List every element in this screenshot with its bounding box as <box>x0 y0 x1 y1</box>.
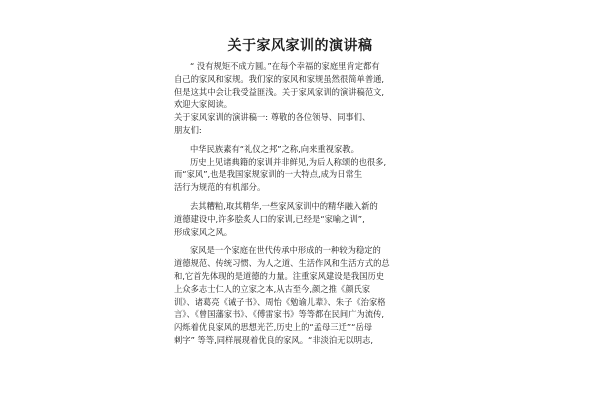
text-line: 朋友们: <box>174 124 202 135</box>
text-line: 去其糟粕,取其精华,一些家风家训中的精华融入新的 <box>190 200 378 211</box>
text-line: 和,它首先体现的是道德的力量。注重家风建设是我国历史 <box>174 270 385 281</box>
text-line: 闪烁着优良家风的思想光芒,历史上的“孟母三迁”“岳母 <box>174 322 373 333</box>
text-line: 道德建设中,许多脍炙人口的家训,已经是“家喻之训”, <box>174 213 365 224</box>
text-line: 活行为规范的有机部分。 <box>174 182 266 193</box>
text-line: “ 没有规矩不成方圆。”在每个幸福的家庭里肯定都有 <box>190 61 380 71</box>
text-line: 道德规范、传统习惯、为人之道、生活作风和生活方式的总 <box>174 258 390 269</box>
text-line: 但是这其中会让我受益匪浅。关于家风家训的演讲稿范文, <box>174 86 385 97</box>
text-line: 而“家风”,也是我国家规家训的一大特点,成为日常生 <box>174 169 363 180</box>
text-line: 家风是一个家庭在世代传承中形成的一种较为稳定的 <box>190 245 381 256</box>
text-line: 形成家风之风。 <box>174 226 233 237</box>
text-line: 训》、诸葛亮《诫子书》、周怡《勉谕儿辈》、朱子《治家格 <box>174 296 386 307</box>
text-line: 历史上见诸典籍的家训并非鲜见,为后人称颂的也很多, <box>190 156 387 167</box>
text-line: 言》、《曾国藩家书》、《傅雷家书》等等都在民间广为流传, <box>174 309 385 320</box>
text-line: 关于家风家训的演讲稿一: 尊敬的各位领导、同事们、 <box>174 112 371 123</box>
text-line: 上众多志士仁人的立家之本,从古至今,颜之推《颜氏家 <box>174 283 371 294</box>
document-body <box>174 60 424 347</box>
text-line: 自己的家风和家规。我们家的家风和家规虽然很简单普通, <box>174 73 385 84</box>
text-line: 欢迎大家阅读。 <box>174 99 233 110</box>
text-line: 中华民族素有“礼仪之邦”之称,向来重视家教。 <box>190 143 359 154</box>
page-title: 关于家风家训的演讲稿 <box>227 38 373 54</box>
text-line: 刺字” 等等,同样展现着优良的家风。“非淡泊无以明志, <box>174 334 374 345</box>
